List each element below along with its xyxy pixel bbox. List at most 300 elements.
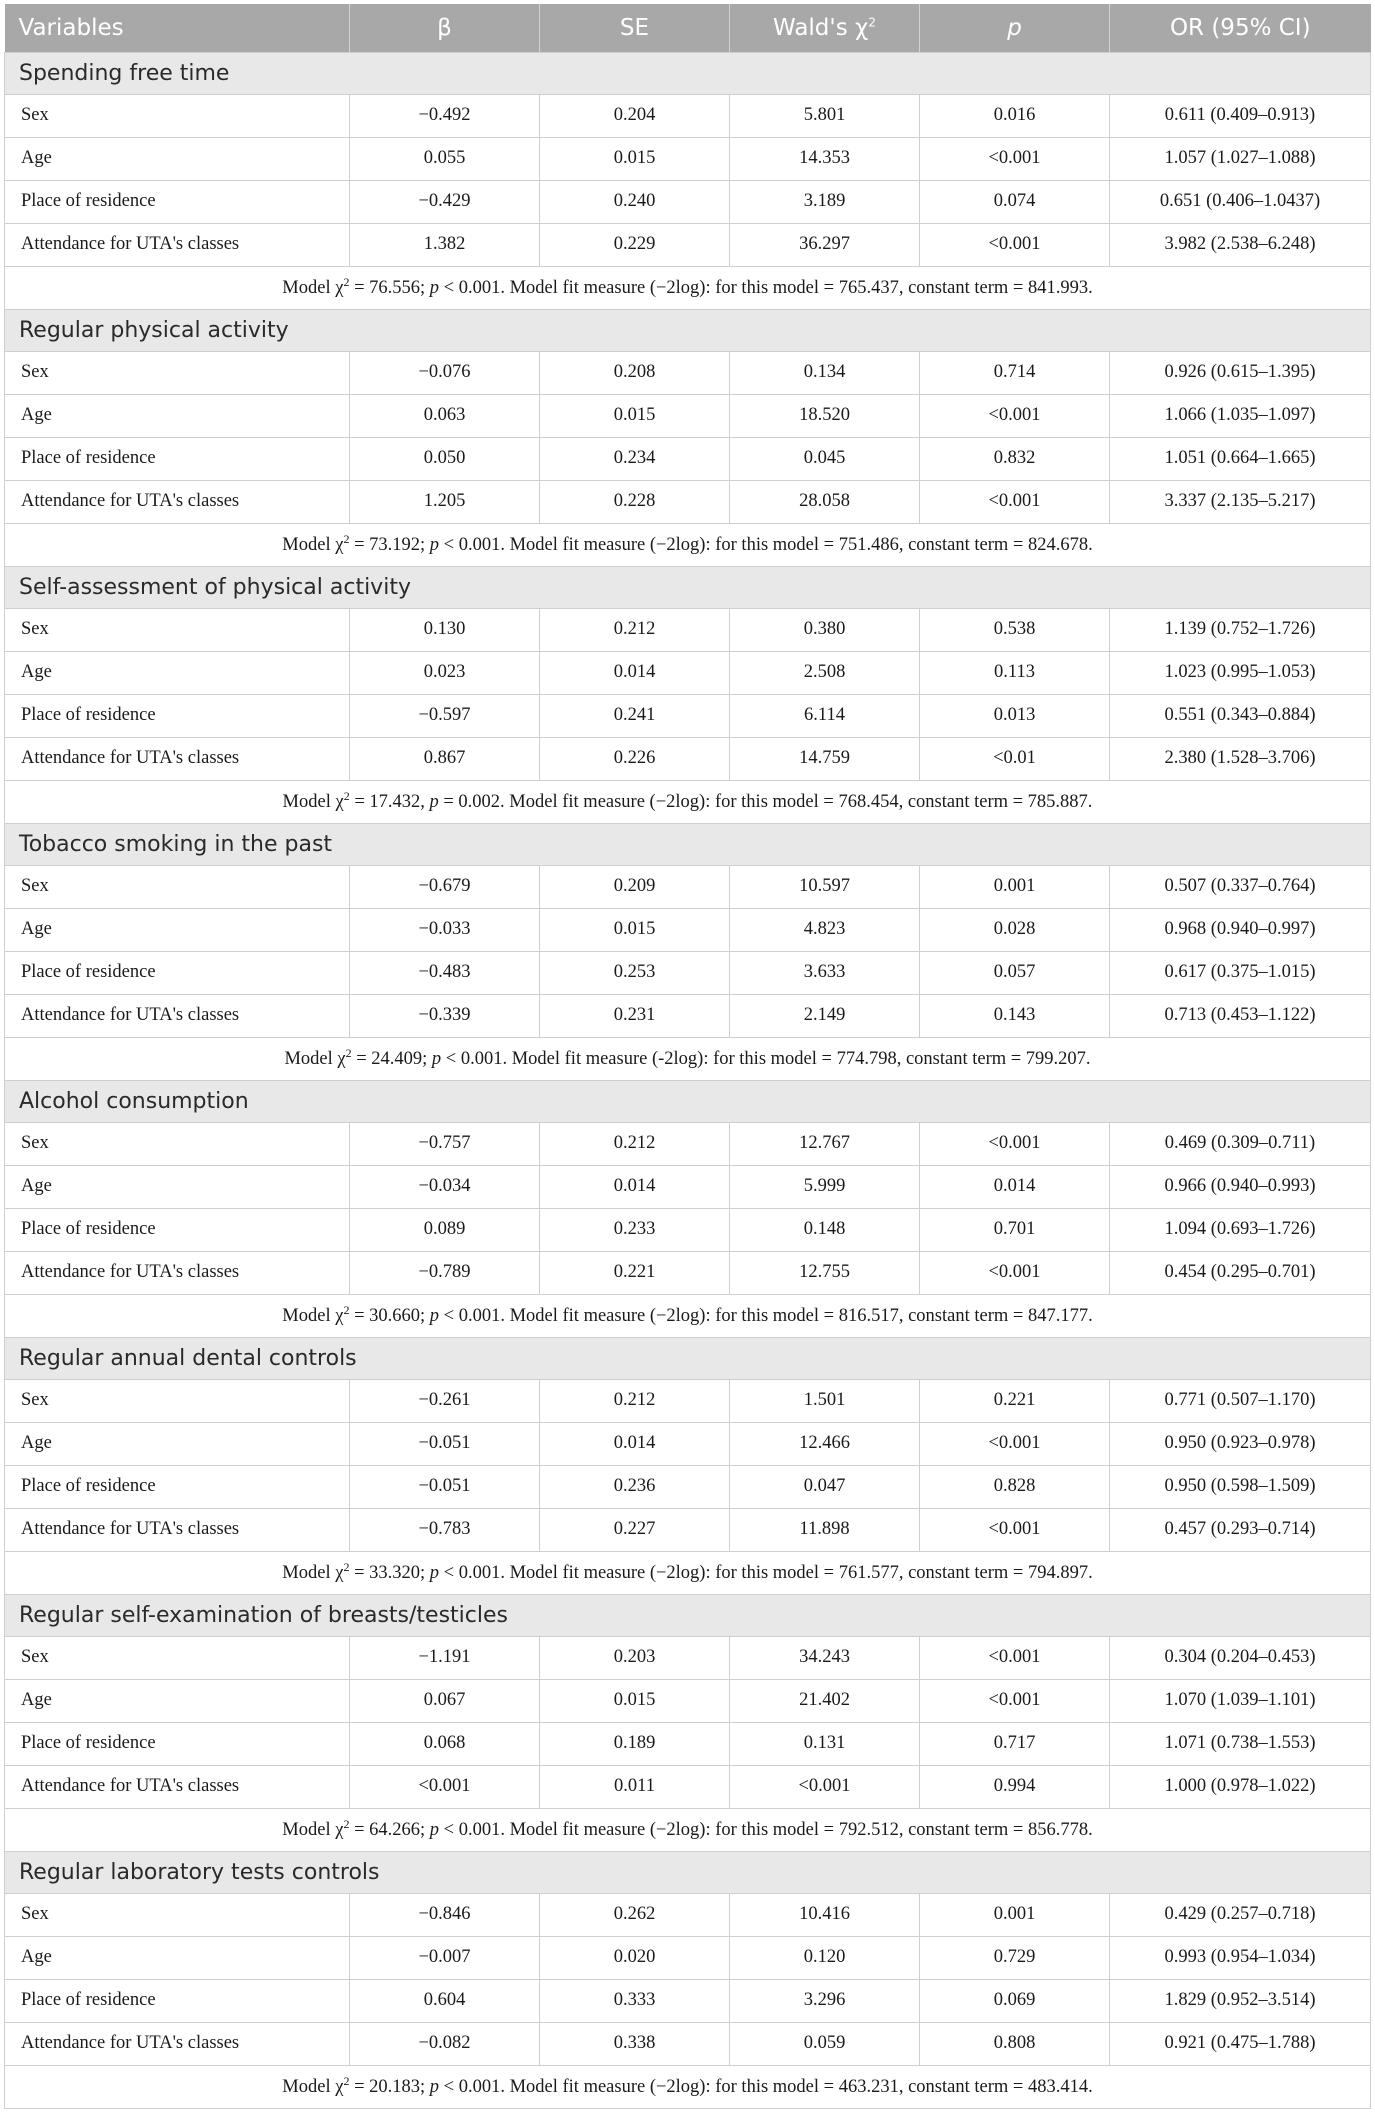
p-cell: 0.013	[920, 694, 1110, 737]
model-p-symbol: p	[429, 2077, 440, 2098]
table-row	[5, 1208, 1371, 1251]
table-row	[5, 951, 1371, 994]
model-chi-value: = 17.432,	[349, 792, 430, 813]
section-title: Regular laboratory tests controls	[5, 1851, 1371, 1893]
variable-cell: Attendance for UTA's classes	[5, 1251, 350, 1294]
wald-cell: 12.767	[730, 1122, 920, 1165]
model-chi-label: Model χ	[282, 1563, 344, 1584]
variable-cell: Age	[5, 1936, 350, 1979]
variable-cell: Sex	[5, 1893, 350, 1936]
p-cell: <0.001	[920, 223, 1110, 266]
model-p-symbol: p	[429, 1820, 440, 1841]
p-cell: <0.001	[920, 137, 1110, 180]
wald-cell: 14.759	[730, 737, 920, 780]
header-beta: β	[350, 4, 540, 52]
variable-cell: Place of residence	[5, 1722, 350, 1765]
se-cell: 0.226	[540, 737, 730, 780]
header-wald	[730, 4, 920, 52]
p-cell: <0.001	[920, 1251, 1110, 1294]
p-cell: 0.717	[920, 1722, 1110, 1765]
table-row	[5, 1379, 1371, 1422]
or-cell: 1.070 (1.039–1.101)	[1110, 1679, 1371, 1722]
or-cell: 0.950 (0.598–1.509)	[1110, 1465, 1371, 1508]
table-row	[5, 180, 1371, 223]
variable-cell: Place of residence	[5, 437, 350, 480]
model-chi-label: Model χ	[282, 278, 344, 299]
variable-cell: Attendance for UTA's classes	[5, 223, 350, 266]
p-cell: 0.714	[920, 351, 1110, 394]
model-fit-text: < 0.001. Model fit measure (−2log): for this model = 751.486, constant term = 824.678.	[439, 535, 1093, 556]
p-cell: 0.001	[920, 865, 1110, 908]
header-or: OR (95% CI)	[1110, 4, 1371, 52]
model-p-symbol: p	[429, 1563, 440, 1584]
or-cell: 0.429 (0.257–0.718)	[1110, 1893, 1371, 1936]
or-cell: 0.651 (0.406–1.0437)	[1110, 180, 1371, 223]
se-cell: 0.262	[540, 1893, 730, 1936]
or-cell: 1.071 (0.738–1.553)	[1110, 1722, 1371, 1765]
se-cell: 0.221	[540, 1251, 730, 1294]
beta-cell: −0.082	[350, 2022, 540, 2065]
variable-cell: Age	[5, 1679, 350, 1722]
table-row	[5, 694, 1371, 737]
wald-cell: 1.501	[730, 1379, 920, 1422]
section-header-row	[5, 309, 1371, 351]
model-summary	[5, 1037, 1371, 1080]
model-chi-superscript: 2	[343, 1560, 350, 1575]
or-cell: 0.950 (0.923–0.978)	[1110, 1422, 1371, 1465]
table-row	[5, 1251, 1371, 1294]
se-cell: 0.212	[540, 1122, 730, 1165]
p-cell: 0.001	[920, 1893, 1110, 1936]
or-cell: 0.551 (0.343–0.884)	[1110, 694, 1371, 737]
table-row	[5, 94, 1371, 137]
beta-cell: 1.205	[350, 480, 540, 523]
beta-cell: −0.757	[350, 1122, 540, 1165]
or-cell: 2.380 (1.528–3.706)	[1110, 737, 1371, 780]
se-cell: 0.236	[540, 1465, 730, 1508]
p-cell: 0.143	[920, 994, 1110, 1037]
model-chi-superscript: 2	[343, 789, 350, 804]
or-cell: 0.993 (0.954–1.034)	[1110, 1936, 1371, 1979]
beta-cell: −0.492	[350, 94, 540, 137]
beta-cell: 0.130	[350, 608, 540, 651]
wald-cell: 21.402	[730, 1679, 920, 1722]
table-row	[5, 223, 1371, 266]
section-title: Regular self-examination of breasts/testicles	[5, 1594, 1371, 1636]
wald-cell: <0.001	[730, 1765, 920, 1808]
table-row	[5, 1508, 1371, 1551]
wald-cell: 36.297	[730, 223, 920, 266]
wald-cell: 3.189	[730, 180, 920, 223]
model-fit-text: < 0.001. Model fit measure (−2log): for this model = 816.517, constant term = 847.177.	[439, 1306, 1093, 1327]
beta-cell: −0.429	[350, 180, 540, 223]
variable-cell: Attendance for UTA's classes	[5, 480, 350, 523]
wald-cell: 10.416	[730, 1893, 920, 1936]
wald-cell: 0.047	[730, 1465, 920, 1508]
variable-cell: Attendance for UTA's classes	[5, 1508, 350, 1551]
section-header-row	[5, 1851, 1371, 1893]
p-cell: 0.729	[920, 1936, 1110, 1979]
section-title: Regular physical activity	[5, 309, 1371, 351]
model-p-symbol: p	[429, 535, 440, 556]
variable-cell: Sex	[5, 608, 350, 651]
or-cell: 1.139 (0.752–1.726)	[1110, 608, 1371, 651]
table-row	[5, 394, 1371, 437]
model-chi-superscript: 2	[343, 1817, 350, 1832]
section-title: Alcohol consumption	[5, 1080, 1371, 1122]
wald-cell: 0.148	[730, 1208, 920, 1251]
section-header-row	[5, 566, 1371, 608]
section-header-row	[5, 1594, 1371, 1636]
p-cell: 0.113	[920, 651, 1110, 694]
table-row	[5, 1722, 1371, 1765]
section-header-row	[5, 823, 1371, 865]
wald-cell: 34.243	[730, 1636, 920, 1679]
model-fit-text: < 0.001. Model fit measure (−2log): for this model = 792.512, constant term = 856.778.	[439, 1820, 1093, 1841]
or-cell: 0.469 (0.309–0.711)	[1110, 1122, 1371, 1165]
table-row	[5, 865, 1371, 908]
beta-cell: −0.261	[350, 1379, 540, 1422]
table-row	[5, 1936, 1371, 1979]
wald-cell: 5.999	[730, 1165, 920, 1208]
beta-cell: 0.023	[350, 651, 540, 694]
model-summary	[5, 1551, 1371, 1594]
beta-cell: 0.604	[350, 1979, 540, 2022]
beta-cell: −0.007	[350, 1936, 540, 1979]
or-cell: 1.000 (0.978–1.022)	[1110, 1765, 1371, 1808]
variable-cell: Place of residence	[5, 694, 350, 737]
wald-cell: 0.380	[730, 608, 920, 651]
model-chi-superscript: 2	[343, 2074, 350, 2089]
variable-cell: Place of residence	[5, 1465, 350, 1508]
section-header-row	[5, 1080, 1371, 1122]
table-row	[5, 1679, 1371, 1722]
wald-cell: 5.801	[730, 94, 920, 137]
header-row	[5, 4, 1371, 52]
se-cell: 0.209	[540, 865, 730, 908]
model-p-symbol: p	[429, 792, 439, 813]
section-header-row	[5, 1337, 1371, 1379]
model-summary-row	[5, 523, 1371, 566]
model-p-symbol: p	[429, 278, 440, 299]
beta-cell: −0.051	[350, 1422, 540, 1465]
model-fit-text: < 0.001. Model fit measure (−2log): for this model = 765.437, constant term = 841.993.	[439, 278, 1093, 299]
or-cell: 1.051 (0.664–1.665)	[1110, 437, 1371, 480]
wald-cell: 12.755	[730, 1251, 920, 1294]
wald-cell: 0.134	[730, 351, 920, 394]
variable-cell: Sex	[5, 1122, 350, 1165]
or-cell: 3.337 (2.135–5.217)	[1110, 480, 1371, 523]
model-p-symbol: p	[429, 1306, 440, 1327]
beta-cell: −0.076	[350, 351, 540, 394]
model-chi-label: Model χ	[282, 1306, 344, 1327]
model-chi-label: Model χ	[282, 792, 344, 813]
section-title: Spending free time	[5, 52, 1371, 94]
se-cell: 0.015	[540, 394, 730, 437]
variable-cell: Age	[5, 651, 350, 694]
model-summary	[5, 2065, 1371, 2108]
model-chi-value: = 73.192;	[349, 535, 430, 556]
wald-cell: 0.045	[730, 437, 920, 480]
table-row	[5, 2022, 1371, 2065]
p-cell: 0.016	[920, 94, 1110, 137]
wald-cell: 3.633	[730, 951, 920, 994]
wald-cell: 4.823	[730, 908, 920, 951]
p-cell: 0.828	[920, 1465, 1110, 1508]
table-row	[5, 137, 1371, 180]
or-cell: 0.507 (0.337–0.764)	[1110, 865, 1371, 908]
se-cell: 0.234	[540, 437, 730, 480]
model-chi-value: = 64.266;	[349, 1820, 430, 1841]
or-cell: 0.921 (0.475–1.788)	[1110, 2022, 1371, 2065]
se-cell: 0.011	[540, 1765, 730, 1808]
header-wald-superscript: 2	[868, 15, 876, 30]
wald-cell: 28.058	[730, 480, 920, 523]
se-cell: 0.020	[540, 1936, 730, 1979]
variable-cell: Age	[5, 137, 350, 180]
variable-cell: Attendance for UTA's classes	[5, 737, 350, 780]
variable-cell: Age	[5, 1165, 350, 1208]
header-variables: Variables	[5, 4, 350, 52]
model-chi-superscript: 2	[343, 275, 350, 290]
table-row	[5, 1122, 1371, 1165]
model-chi-value: = 20.183;	[349, 2077, 430, 2098]
model-chi-superscript: 2	[343, 1303, 350, 1318]
se-cell: 0.231	[540, 994, 730, 1037]
beta-cell: 0.067	[350, 1679, 540, 1722]
model-summary	[5, 780, 1371, 823]
model-fit-text: = 0.002. Model fit measure (−2log): for this model = 768.454, constant term = 785.887.	[438, 792, 1093, 813]
beta-cell: <0.001	[350, 1765, 540, 1808]
model-summary-row	[5, 1037, 1371, 1080]
beta-cell: 0.867	[350, 737, 540, 780]
model-summary	[5, 523, 1371, 566]
beta-cell: −0.783	[350, 1508, 540, 1551]
variable-cell: Place of residence	[5, 1979, 350, 2022]
section-title: Self-assessment of physical activity	[5, 566, 1371, 608]
header-p-label: p	[1007, 14, 1022, 41]
beta-cell: 0.089	[350, 1208, 540, 1251]
model-fit-text: < 0.001. Model fit measure (-2log): for this model = 774.798, constant term = 799.207.	[441, 1049, 1091, 1070]
model-chi-label: Model χ	[282, 2077, 344, 2098]
or-cell: 0.968 (0.940–0.997)	[1110, 908, 1371, 951]
model-chi-value: = 76.556;	[349, 278, 430, 299]
variable-cell: Attendance for UTA's classes	[5, 1765, 350, 1808]
model-chi-value: = 33.320;	[349, 1563, 430, 1584]
se-cell: 0.015	[540, 137, 730, 180]
p-cell: <0.001	[920, 1508, 1110, 1551]
variable-cell: Place of residence	[5, 1208, 350, 1251]
se-cell: 0.227	[540, 1508, 730, 1551]
se-cell: 0.015	[540, 908, 730, 951]
p-cell: 0.014	[920, 1165, 1110, 1208]
beta-cell: −0.034	[350, 1165, 540, 1208]
model-chi-value: = 30.660;	[349, 1306, 430, 1327]
p-cell: 0.221	[920, 1379, 1110, 1422]
wald-cell: 2.149	[730, 994, 920, 1037]
beta-cell: −0.339	[350, 994, 540, 1037]
model-chi-label: Model χ	[282, 1820, 344, 1841]
p-cell: 0.701	[920, 1208, 1110, 1251]
p-cell: <0.001	[920, 1122, 1110, 1165]
p-cell: <0.001	[920, 1422, 1110, 1465]
variable-cell: Place of residence	[5, 180, 350, 223]
variable-cell: Sex	[5, 94, 350, 137]
variable-cell: Place of residence	[5, 951, 350, 994]
or-cell: 0.771 (0.507–1.170)	[1110, 1379, 1371, 1422]
section-header-row	[5, 52, 1371, 94]
or-cell: 1.829 (0.952–3.514)	[1110, 1979, 1371, 2022]
se-cell: 0.338	[540, 2022, 730, 2065]
se-cell: 0.189	[540, 1722, 730, 1765]
se-cell: 0.208	[540, 351, 730, 394]
beta-cell: −0.679	[350, 865, 540, 908]
table-row	[5, 1765, 1371, 1808]
p-cell: 0.069	[920, 1979, 1110, 2022]
table-row	[5, 737, 1371, 780]
se-cell: 0.333	[540, 1979, 730, 2022]
model-chi-label: Model χ	[284, 1049, 346, 1070]
table-row	[5, 908, 1371, 951]
or-cell: 1.023 (0.995–1.053)	[1110, 651, 1371, 694]
wald-cell: 14.353	[730, 137, 920, 180]
model-p-symbol: p	[431, 1049, 442, 1070]
p-cell: 0.074	[920, 180, 1110, 223]
wald-cell: 10.597	[730, 865, 920, 908]
variable-cell: Age	[5, 394, 350, 437]
beta-cell: 0.068	[350, 1722, 540, 1765]
table-row	[5, 437, 1371, 480]
p-cell: 0.057	[920, 951, 1110, 994]
model-summary-row	[5, 2065, 1371, 2108]
p-cell: 0.028	[920, 908, 1110, 951]
se-cell: 0.203	[540, 1636, 730, 1679]
variable-cell: Attendance for UTA's classes	[5, 2022, 350, 2065]
regression-table	[4, 4, 1371, 2109]
p-cell: 0.994	[920, 1765, 1110, 1808]
or-cell: 0.457 (0.293–0.714)	[1110, 1508, 1371, 1551]
or-cell: 1.094 (0.693–1.726)	[1110, 1208, 1371, 1251]
table-row	[5, 1422, 1371, 1465]
beta-cell: −0.789	[350, 1251, 540, 1294]
wald-cell: 0.059	[730, 2022, 920, 2065]
model-chi-superscript: 2	[343, 532, 350, 547]
table-row	[5, 351, 1371, 394]
or-cell: 0.713 (0.453–1.122)	[1110, 994, 1371, 1037]
se-cell: 0.014	[540, 651, 730, 694]
or-cell: 3.982 (2.538–6.248)	[1110, 223, 1371, 266]
header-wald-label: Wald's χ	[773, 14, 869, 41]
wald-cell: 18.520	[730, 394, 920, 437]
variable-cell: Sex	[5, 351, 350, 394]
model-summary-row	[5, 780, 1371, 823]
se-cell: 0.212	[540, 1379, 730, 1422]
model-summary	[5, 1808, 1371, 1851]
or-cell: 0.617 (0.375–1.015)	[1110, 951, 1371, 994]
beta-cell: −0.597	[350, 694, 540, 737]
or-cell: 0.966 (0.940–0.993)	[1110, 1165, 1371, 1208]
p-cell: 0.808	[920, 2022, 1110, 2065]
se-cell: 0.204	[540, 94, 730, 137]
wald-cell: 12.466	[730, 1422, 920, 1465]
se-cell: 0.015	[540, 1679, 730, 1722]
table-row	[5, 1165, 1371, 1208]
section-title: Tobacco smoking in the past	[5, 823, 1371, 865]
table-row	[5, 1636, 1371, 1679]
section-title: Regular annual dental controls	[5, 1337, 1371, 1379]
se-cell: 0.253	[540, 951, 730, 994]
model-summary-row	[5, 266, 1371, 309]
se-cell: 0.014	[540, 1165, 730, 1208]
model-chi-label: Model χ	[282, 535, 344, 556]
beta-cell: −0.846	[350, 1893, 540, 1936]
or-cell: 0.304 (0.204–0.453)	[1110, 1636, 1371, 1679]
se-cell: 0.228	[540, 480, 730, 523]
or-cell: 1.066 (1.035–1.097)	[1110, 394, 1371, 437]
model-fit-text: < 0.001. Model fit measure (−2log): for this model = 761.577, constant term = 794.897.	[439, 1563, 1093, 1584]
p-cell: <0.01	[920, 737, 1110, 780]
beta-cell: 0.055	[350, 137, 540, 180]
table-row	[5, 1979, 1371, 2022]
wald-cell: 3.296	[730, 1979, 920, 2022]
beta-cell: −0.051	[350, 1465, 540, 1508]
variable-cell: Sex	[5, 1636, 350, 1679]
table-header	[5, 4, 1371, 52]
table-row	[5, 1893, 1371, 1936]
wald-cell: 0.120	[730, 1936, 920, 1979]
wald-cell: 2.508	[730, 651, 920, 694]
p-cell: <0.001	[920, 1679, 1110, 1722]
p-cell: <0.001	[920, 394, 1110, 437]
beta-cell: −1.191	[350, 1636, 540, 1679]
table-row	[5, 994, 1371, 1037]
p-cell: 0.832	[920, 437, 1110, 480]
beta-cell: −0.033	[350, 908, 540, 951]
table-body	[5, 52, 1371, 2108]
variable-cell: Age	[5, 1422, 350, 1465]
se-cell: 0.229	[540, 223, 730, 266]
table-row	[5, 651, 1371, 694]
model-summary-row	[5, 1551, 1371, 1594]
variable-cell: Age	[5, 908, 350, 951]
p-cell: <0.001	[920, 480, 1110, 523]
model-summary	[5, 266, 1371, 309]
or-cell: 0.454 (0.295–0.701)	[1110, 1251, 1371, 1294]
se-cell: 0.240	[540, 180, 730, 223]
header-p	[920, 4, 1110, 52]
header-se: SE	[540, 4, 730, 52]
beta-cell: −0.483	[350, 951, 540, 994]
table-row	[5, 480, 1371, 523]
p-cell: 0.538	[920, 608, 1110, 651]
model-chi-superscript: 2	[345, 1046, 352, 1061]
wald-cell: 11.898	[730, 1508, 920, 1551]
beta-cell: 0.050	[350, 437, 540, 480]
wald-cell: 6.114	[730, 694, 920, 737]
or-cell: 0.611 (0.409–0.913)	[1110, 94, 1371, 137]
model-summary-row	[5, 1294, 1371, 1337]
beta-cell: 1.382	[350, 223, 540, 266]
table-row	[5, 608, 1371, 651]
variable-cell: Attendance for UTA's classes	[5, 994, 350, 1037]
or-cell: 0.926 (0.615–1.395)	[1110, 351, 1371, 394]
model-summary-row	[5, 1808, 1371, 1851]
regression-table-container	[4, 4, 1370, 2109]
p-cell: <0.001	[920, 1636, 1110, 1679]
model-chi-value: = 24.409;	[351, 1049, 432, 1070]
beta-cell: 0.063	[350, 394, 540, 437]
se-cell: 0.014	[540, 1422, 730, 1465]
